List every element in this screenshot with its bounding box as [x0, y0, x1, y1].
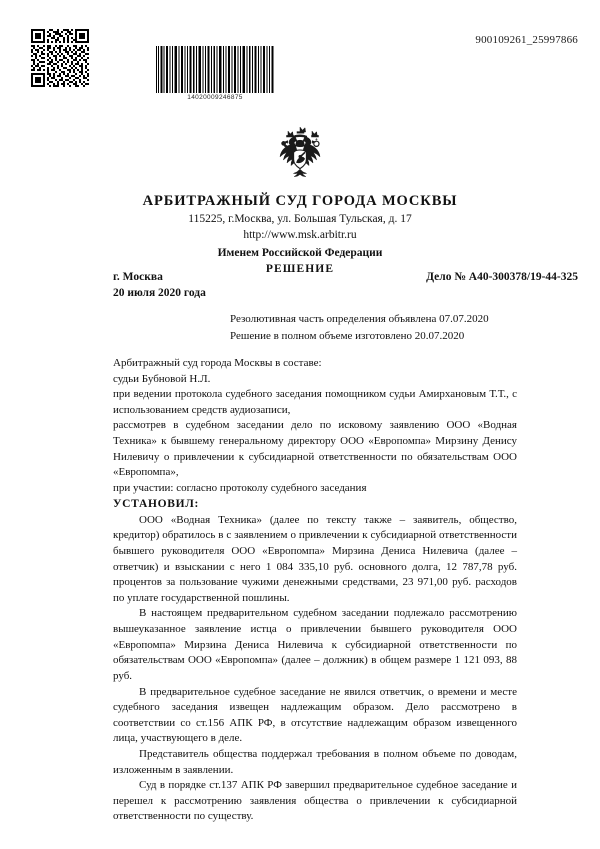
body-paragraph: В настоящем предварительном судебном заседании подлежало рассмотрению вышеуказанное заявление истца о привлечении бывшего руководителя ООО «Европомпа» Мирзина Дениса Нилевича к субсидиарной ответственности по обязательствам ООО «Европомпа» (далее – должник) в общем размере 1 121 093, 88 руб. [113, 607, 517, 682]
city-label: г. Москва [113, 271, 163, 283]
document-body [113, 356, 517, 825]
barcode-block [155, 46, 275, 101]
barcode-icon [155, 46, 275, 93]
court-address: 115225, г.Москва, ул. Большая Тульская, д. 17 [188, 213, 412, 226]
established-heading: УСТАНОВИЛ: [113, 498, 200, 511]
document-meta [113, 269, 578, 302]
judge-name: судьи Бубновой Н.Л. [113, 372, 211, 385]
operative-part-announced: Резолютивная часть определения объявлена 07.07.2020 [230, 313, 489, 325]
court-header [0, 192, 600, 277]
court-website: http://www.msk.arbitr.ru [243, 228, 357, 241]
document-stamp-row [0, 0, 600, 118]
protocol-clerk: при ведении протокола судебного заседания помощником судьи Амирхановым Т.Т., с использованием средств аудиозаписи, [113, 388, 517, 416]
announcement-block [230, 311, 489, 344]
body-paragraph: ООО «Водная Техника» (далее по тексту также – заявитель, общество, кредитор) обратилось в с заявлением о привлечении к субсидиарной ответственности бывшего руководителя ООО «Европомпа» Мирзина Дениса Нилевича (далее – ответчик) и взыскании с него 1 084 335,10 руб. основного долга, 12 787,78 руб. процентов за пользование чужими денежными средствами, 23 971,00 руб. расходов по уплате государственной пошлины. [113, 513, 517, 604]
decision-date: 20 июля 2020 года [113, 287, 206, 300]
in-name-of-russian-federation: Именем Российской Федерации [217, 246, 383, 259]
full-decision-produced: Решение в полном объеме изготовлено 20.07.2020 [230, 329, 465, 342]
body-paragraph: В предварительное судебное заседание не явился ответчик, о времени и месте судебного заседания извещен надлежащим образом. Дело рассмотрено в соответствии со ст.156 АПК РФ, в отсутствие надлежащим образом извещенного лица, участвующего в деле. [113, 685, 517, 745]
court-composition: Арбитражный суд города Москвы в составе: [113, 357, 322, 369]
case-number: Дело № А40-300378/19-44-325 [426, 271, 578, 283]
body-paragraph: Суд в порядке ст.137 АПК РФ завершил предварительное судебное заседание и перешел к рассмотрению заявления общества о привлечении к субсидиарной ответственности по существу. [113, 779, 517, 823]
participants: при участии: согласно протоколу судебного заседания [113, 481, 367, 494]
document-type-heading: РЕШЕНИЕ [265, 262, 335, 275]
qr-code-icon [31, 29, 89, 87]
case-subject: рассмотрев в судебном заседании дело по исковому заявлению ООО «Водная Техника» к бывшему генеральному директору ООО «Европомпа» Мирзину Денису Нилевичу о привлечении к субсидиарной ответственности по обязательствам ООО «Европомпа», [113, 419, 517, 479]
document-id-number: 900109261_25997866 [475, 34, 578, 46]
coat-of-arms-icon [0, 124, 600, 186]
body-paragraph: Представитель общества поддержал требования в полном объеме по доводам, изложенным в заявлении. [113, 747, 517, 776]
barcode-number: 14020009246875 [187, 94, 243, 101]
court-name: АРБИТРАЖНЫЙ СУД ГОРОДА МОСКВЫ [142, 193, 458, 209]
